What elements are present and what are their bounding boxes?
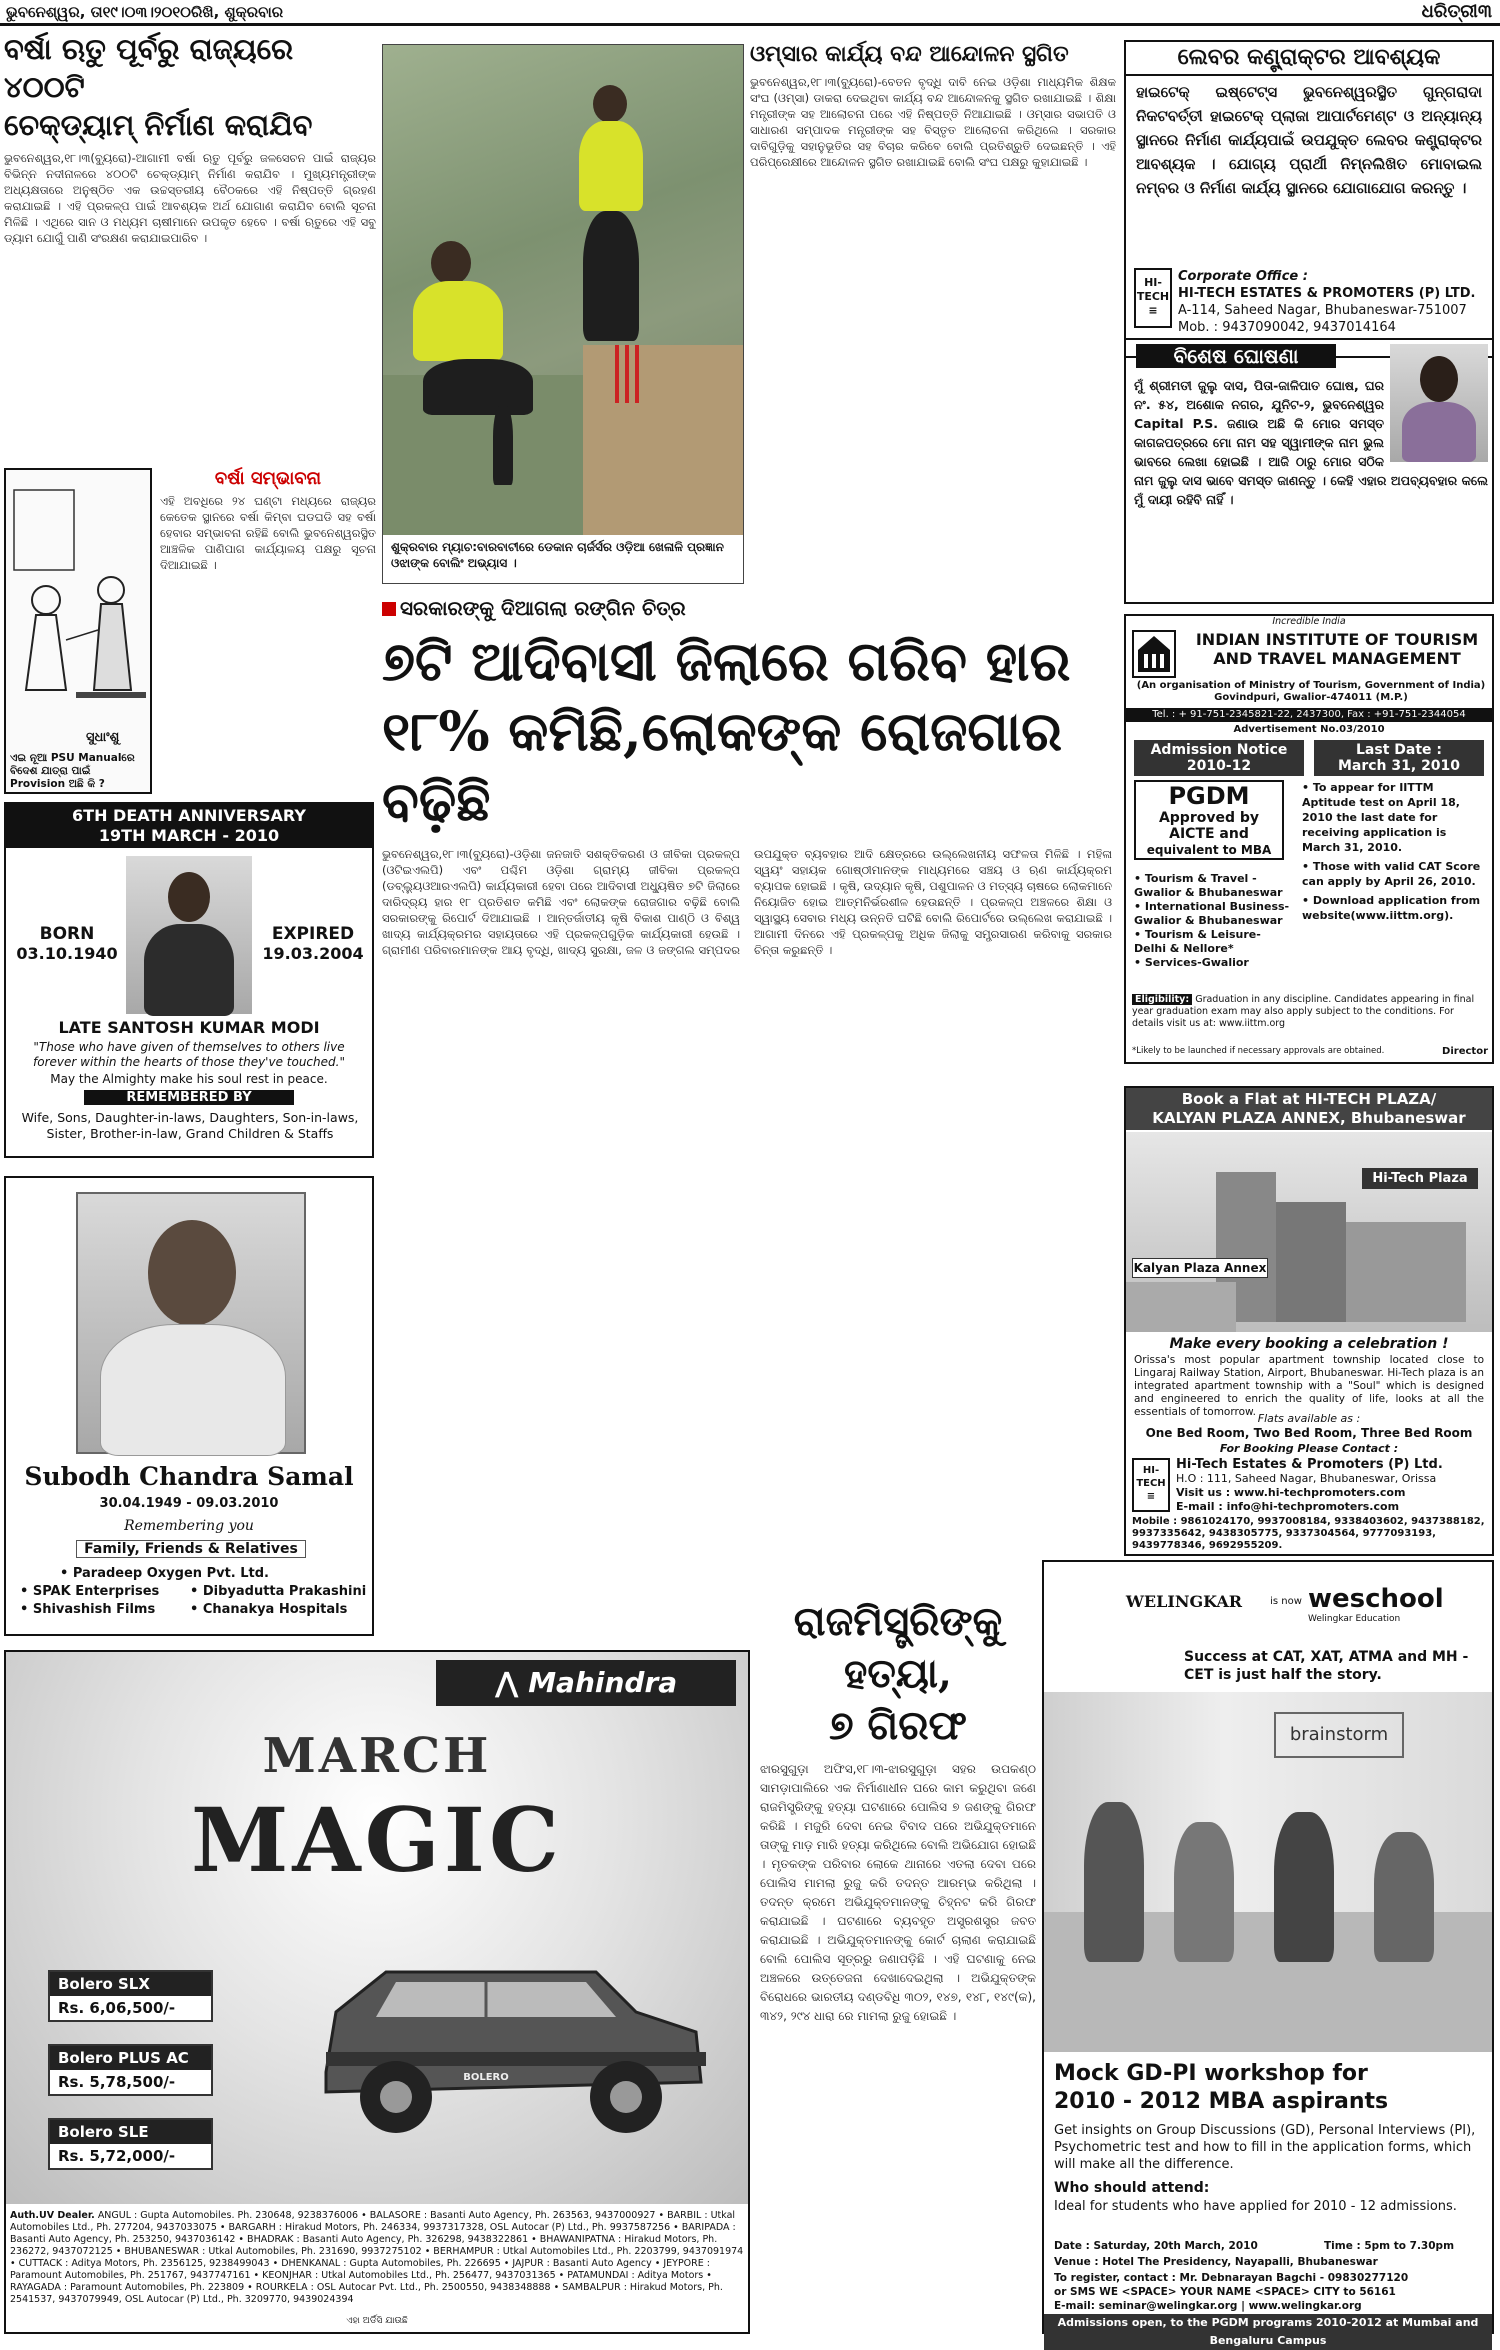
headline: ରାଜମିସ୍ତ୍ରିଙ୍କୁ ହତ୍ୟା,: [793, 1598, 1003, 1697]
label-annex: Kalyan Plaza Annex: [1132, 1258, 1268, 1278]
headline: ଓମ୍‌ସାର କାର୍ଯ୍ୟ ବନ୍ଦ ଆନ୍ଦୋଳନ ସ୍ଥଗିତ: [750, 41, 1069, 67]
mobile: Mob. : 9437090042, 9437014164: [1178, 320, 1396, 335]
ad-title: Book a Flat at HI-TECH PLAZA/: [1181, 1090, 1437, 1108]
footnote: *Likely to be launched if necessary approvals are obtained.: [1132, 1046, 1385, 1056]
section-title: ବର୍ଷା ସମ୍ଭାବନା: [214, 468, 322, 489]
ad-body: ହାଇଟେକ୍ ଇଷ୍ଟେଟ୍‌ସ ଭୁବନେଶ୍ୱରସ୍ଥିତ ଗୁନ୍‌ଗରାଦା ନିକଟବର୍ତ୍ତୀ ହାଇଟେକ୍ ପ୍ଲାଜା ଆପାର୍ଟମେଣ୍ଟ ଓ ଅନ୍ୟାନ୍ୟ ସ୍ଥାନରେ ନିର୍ମାଣ କାର୍ଯ୍ୟପାଇଁ ଉପଯୁକ୍ତ ଲେବର କଣ୍ଟ୍ରାକ୍ଟର ଆବଶ୍ୟକ । ଯୋଗ୍ୟ ପ୍ରାର୍ଥୀ ନିମ୍ନଲିଖିତ ମୋବାଇଲ ନମ୍ବର ଓ ନିର୍ମାଣ କାର୍ଯ୍ୟ ସ୍ଥାନରେ ଯୋଗାଯୋଗ କରନ୍ତୁ ।: [1136, 83, 1482, 197]
rain-forecast-box: [4, 468, 376, 798]
anniversary-date: 19TH MARCH - 2010: [6, 826, 372, 848]
article-body: ଭୁବନେଶ୍ୱର,୧୮।୩(ବ୍ୟୁରୋ)-ବେତନ ବୃଦ୍ଧି ଦାବି ନେଇ ଓଡ଼ିଶା ମାଧ୍ୟମିକ ଶିକ୍ଷକ ସଂଘ (ଓମ୍‌ସା) ଡାକରା ଦେଇଥିବା କାର୍ଯ୍ୟ ବନ୍ଦ ଆନ୍ଦୋଳନକୁ ସ୍ଥଗିତ ରଖାଯାଇଛି । ଶିକ୍ଷା ମନ୍ତ୍ରୀଙ୍କ ସହ ଆଲୋଚନା ପରେ ଏହି ନିଷ୍ପତ୍ତି ନିଆଯାଇଛି । ଓମ୍‌ସାର ସଭାପତି ଓ ସାଧାରଣ ସମ୍ପାଦକ ମନ୍ତ୍ରୀଙ୍କ ସହ ବିସ୍ତୃତ ଆଲୋଚନା କରିଥିଲେ । ସରକାର ଦାବିଗୁଡ଼ିକୁ ସହାନୁଭୂତିର ସହ ବିଚାର କରିବେ ବୋଲି ପ୍ରତିଶ୍ରୁତି ଦେଇଛନ୍ତି । ଏହି ପରିପ୍ରେକ୍ଷୀରେ ଆନ୍ଦୋଳନ ସ୍ଥଗିତ ରଖାଯାଇଛି ବୋଲି ସଂଘ ପକ୍ଷରୁ କୁହାଯାଇଛି ।: [750, 75, 1116, 169]
special-notice: [1124, 338, 1494, 604]
course-item: • International Business-Gwalior & Bhubaneswar: [1134, 900, 1290, 927]
point-item: • To appear for IITTM Aptitude test on April 18, 2010 the last date for receiving application is March 31, 2010.: [1302, 781, 1460, 854]
event-date: Date : Saturday, 20th March, 2010: [1054, 2240, 1258, 2252]
hitech-logo: HI- TECH ≡: [1134, 268, 1172, 328]
description: Orissa's most popular apartment township located close to Lingaraj Railway Station, Airport, Bhubaneswar. Hi-Tech plaza is an integrated apartment township with a "Soul" which is designed and engineered to enrich the quality of life, looks at all the essentials of tomorrow.: [1134, 1354, 1484, 1418]
event-time: Time : 5pm to 7.30pm: [1324, 2240, 1455, 2252]
org-4: • Shivashish Films: [20, 1602, 156, 1617]
org-5: • Chanakya Hospitals: [190, 1602, 348, 1617]
headline: 2010 - 2012 MBA aspirants: [1054, 2089, 1389, 2114]
born-date: 03.10.1940: [16, 944, 118, 963]
ad-title: KALYAN PLAZA ANNEX, Bhubaneswar: [1152, 1109, 1466, 1127]
admission-notice: Admission Notice: [1150, 742, 1288, 758]
cartoon: [4, 468, 152, 794]
who-attend: Ideal for students who have applied for 2010 - 12 admissions.: [1054, 2199, 1457, 2214]
mobile-list: Mobile : 9861024170, 9937008184, 9338403602, 9437388182, 9937335642, 9438305775, 9337304564, 9777093193, 9439778346, 9692955209.: [1132, 1516, 1485, 1551]
label-plaza: Hi-Tech Plaza: [1362, 1168, 1478, 1189]
admission-year: 2010-12: [1186, 758, 1252, 774]
labour-contractor-ad: [1124, 40, 1494, 358]
anniversary-ad: [4, 802, 374, 1158]
article-body: ଭୁବନେଶ୍ୱର,୧୮।୩(ବ୍ୟୁରୋ)-ଆଗାମୀ ବର୍ଷା ଋତୁ ପୂର୍ବରୁ ଜଳସେଚନ ପାଇଁ ରାଜ୍ୟର ବିଭିନ୍ନ ନଦୀନାଳରେ ୪୦୦ଟି ଚେକ୍‌ଡ୍ୟାମ୍ ନିର୍ମାଣ କରାଯିବ । ମୁଖ୍ୟମନ୍ତ୍ରୀଙ୍କ ଅଧ୍ୟକ୍ଷତାରେ ଅନୁଷ୍ଠିତ ଏକ ଉଚ୍ଚସ୍ତରୀୟ ବୈଠକରେ ଏହି ନିଷ୍ପତ୍ତି ଗ୍ରହଣ କରାଯାଇଛି । ଏହି ପ୍ରକଳ୍ପ ପାଇଁ ଆବଶ୍ୟକ ଅର୍ଥ ଯୋଗାଣ କରାଯିବ ବୋଲି ସୂଚନା ମିଳିଛି । ଏଥିରେ ସାନ ଓ ମଧ୍ୟମ ଚାଷୀମାନେ ଉପକୃତ ହେବେ । ବର୍ଷା ଋତୁରେ ଏହି ସବୁ ଡ୍ୟାମ ଯୋଗୁଁ ପାଣି ସଂରକ୍ଷଣ କରାଯାଇପାରିବ ।: [4, 151, 376, 245]
newspaper-logo: ଧରିତ୍ରୀ୩: [1421, 1, 1492, 22]
classroom-photo: [1044, 1692, 1492, 2052]
approval-line: AICTE and: [1169, 826, 1249, 842]
remembered-by-label: REMEMBERED BY: [84, 1090, 294, 1105]
point-item: • Download application from website(www.iittm.org).: [1302, 894, 1481, 922]
register-contact: To register, contact : Mr. Debnarayan Bagchi - 09830277120: [1054, 2272, 1409, 2284]
building-icon: [1134, 632, 1174, 676]
tagline: Make every booking a celebration !: [1169, 1336, 1449, 1352]
cartoonist-signature: ସୁଧାଂଶୁ: [86, 730, 120, 745]
vehicle-badge: BOLERO: [463, 2072, 509, 2083]
contact-label: For Booking Please Contact :: [1219, 1442, 1399, 1455]
family-list: Wife, Sons, Daughter-in-laws, Daughters, Son-in-laws, Sister, Brother-in-law, Grand Children & Staffs: [21, 1110, 359, 1141]
sms-line: or SMS WE <SPACE> YOUR NAME <SPACE> CITY to 56161: [1054, 2286, 1396, 2298]
company-name: Hi-Tech Estates & Promoters (P) Ltd.: [1176, 1457, 1443, 1472]
deceased-name: Subodh Chandra Samal: [24, 1462, 354, 1491]
address: A-114, Saheed Nagar, Bhubaneswar-751007: [1178, 303, 1467, 318]
portrait-photo: [76, 1192, 306, 1454]
price-tag-slx: Bolero SLX Rs. 6,06,500/-: [48, 1970, 213, 2022]
article-body: ଝାରସୁଗୁଡ଼ା ଅଫିସ,୧୮।୩-ଝାରସୁଗୁଡ଼ା ସହର ଉପକଣ୍ଠ ସାମଡ଼ାପାଲିରେ ଏକ ନିର୍ମାଣାଧୀନ ଘରେ କାମ କରୁଥିବା ଜଣେ ରାଜମିସ୍ତ୍ରିଙ୍କୁ ହତ୍ୟା ଘଟଣାରେ ପୋଲିସ ୭ ଜଣଙ୍କୁ ଗିରଫ କରିଛି । ମଜୁରି ଦେବା ନେଇ ବିବାଦ ପରେ ଅଭିଯୁକ୍ତମାନେ ତାଙ୍କୁ ମାଡ଼ ମାରି ହତ୍ୟା କରିଥିଲେ ବୋଲି ଅଭିଯୋଗ ହୋଇଛି । ମୃତକଙ୍କ ପରିବାର ଲୋକେ ଥାନାରେ ଏତଲା ଦେବା ପରେ ପୋଲିସ ମାମଲା ରୁଜୁ କରି ତଦନ୍ତ ଆରମ୍ଭ କରିଥିଲା । ତଦନ୍ତ କ୍ରମେ ଅଭିଯୁକ୍ତମାନଙ୍କୁ ଚିହ୍ନଟ କରି ଗିରଫ କରାଯାଇଛି । ଘଟଣାରେ ବ୍ୟବହୃତ ଅସ୍ତ୍ରଶସ୍ତ୍ର ଜବତ କରାଯାଇଛି । ଅଭିଯୁକ୍ତମାନଙ୍କୁ କୋର୍ଟ ଚାଲାଣ କରାଯାଇଛି ବୋଲି ପୋଲିସ ସୂତ୍ରରୁ ଜଣାପଡ଼ିଛି । ଏହି ଘଟଣାକୁ ନେଇ ଅଞ୍ଚଳରେ ଉତ୍ତେଜନା ଦେଖାଦେଇଥିଲା । ଅଭିଯୁକ୍ତଙ୍କ ବିରୋଧରେ ଭାରତୀୟ ଦଣ୍ଡବିଧି ୩୦୨, ୧୪୭, ୧୪୮, ୧୪୯(କ), ୩୪୨, ୨୯୪ ଧାରା ରେ ମାମଲା ରୁଜୁ ହୋଇଛି ।: [760, 1762, 1036, 2023]
expired-label: EXPIRED: [271, 924, 355, 944]
weschool-logo: weschool: [1308, 1584, 1444, 1614]
course-item: • Tourism & Travel -Gwalior & Bhubaneswar: [1134, 872, 1283, 899]
points-list: [1302, 780, 1488, 923]
story-omsar: [750, 40, 1116, 588]
masthead: [0, 0, 1500, 26]
price-tag-sle: Bolero SLE Rs. 5,72,000/-: [48, 2118, 213, 2170]
article-body: ଏହି ଅବଧିରେ ୨୪ ଘଣ୍ଟା ମଧ୍ୟରେ ରାଜ୍ୟର କେତେକ ସ୍ଥାନରେ ବର୍ଷା କିମ୍ବା ଘଡଘଡି ସହ ବର୍ଷା ହେବାର ସମ୍ଭାବନା ରହିଛି ବୋଲି ଭୁବନେଶ୍ୱରସ୍ଥିତ ଆଞ୍ଚଳିକ ପାଣିପାଗ କାର୍ଯ୍ୟାଳୟ ପକ୍ଷରୁ ସୂଚନା ଦିଆଯାଇଛି ।: [160, 494, 376, 572]
course-list: [1134, 872, 1294, 970]
headline: ୭ଟି ଆଦିବାସୀ ଜିଲାରେ ଗରିବ ହାର: [382, 629, 1071, 693]
program-name: PGDM: [1168, 782, 1250, 810]
portrait-photo: [126, 856, 252, 1014]
admissions-footer: Admissions open, to the PGDM programs 2010-2012 at Mumbai and Bengaluru Campus: [1044, 2314, 1492, 2350]
ad-footer: ଏହା ଅର୍ଡିସି ଯାଉଛି: [346, 2316, 408, 2326]
iittm-ad: [1124, 614, 1494, 1064]
office-label: Corporate Office :: [1178, 269, 1308, 284]
eligibility: Eligibility: Graduation in any discipline. Candidates appearing in final year graduation exam may also apply subject to the conditions. For details visit us at: www.iittm.org: [1132, 994, 1475, 1029]
last-date-label: Last Date :: [1356, 742, 1442, 758]
story-cheque-dam: [4, 30, 376, 464]
expired-date: 19.03.2004: [262, 944, 364, 963]
institute-name: INDIAN INSTITUTE OF TOURISM: [1195, 630, 1479, 649]
address: H.O : 111, Saheed Nagar, Bhubaneswar, Orissa: [1176, 1472, 1437, 1485]
notice-body: ମୁଁ ଶ୍ରୀମତୀ ଜୁଲୁ ଦାସ, ପିତା-ଜାଳିପାତ ଘୋଷ, ଘର ନଂ. ୫୪, ଅଶୋକ ନଗର, ଯୁନିଟ-୨, ଭୁବନେଶ୍ୱର Capital P.S. ଜଣାଉ ଅଛି କି ମୋର ସମସ୍ତ କାଗଜପତ୍ରରେ ମୋ ନାମ ସହ ସ୍ୱାମୀଙ୍କ ନାମ ଭୁଲ ଭାବରେ ଲେଖା ହୋଇଛି । ଆଜି ଠାରୁ ମୋର ସଠିକ ନାମ ଜୁଲୁ ଦାସ ଭାବେ ସମସ୍ତ ଜାଣନ୍ତୁ । କେହି ଏହାର ଅପବ୍ୟବହାର କଲେ ମୁଁ ଦାୟୀ ରହିବି ନାହିଁ ।: [1134, 378, 1488, 507]
life-dates: 30.04.1949 - 09.03.2010: [99, 1496, 279, 1511]
institute-name: AND TRAVEL MANAGEMENT: [1213, 649, 1461, 668]
institute-address: Govindpuri, Gwalior-474011 (M.P.): [1214, 692, 1408, 703]
headline: ଚେକ୍‌ଡ୍ୟାମ୍ ନିର୍ମାଣ କରାଯିବ: [4, 108, 313, 142]
headline: ୭ ଗିରଫ: [829, 1702, 967, 1749]
email: E-mail : info@hi-techpromoters.com: [1176, 1500, 1400, 1513]
dealer-list: Auth.UV Dealer. ANGUL : Gupta Automobiles. Ph. 230648, 9238376006 • BALASORE : Basanti Auto Agency, Ph. 263563, 9437000927 • BARBIL : Utkal Automobiles Ltd., Ph. 277204, 9437033075 • BARGARH : Hirakud Motors, Ph. 246334, 9937317328, OSL Autocar (P) Ltd., Ph. 9937587256 • BARIPADA : Basanti Auto Agency, Ph. 253250, 9437036142 • BHADRAK : Basanti Auto Agency, Ph. 326298, 9438322861 • BHAWANIPATNA : Hirakud Motors, Ph. 236272, 9437072125 • BHUBANESWAR : Utkal Automobiles, Ph. 231690, 9937275102 • BERHAMPUR : Utkal Automobiles Ltd., Ph. 2203799, 9437091974 • CUTTACK : Aditya Motors, Ph. 2356125, 9238499043 • DHENKANAL : Gupta Automobiles, Ph. 226695 • JAJPUR : Basanti Auto Agency • JEYPORE : Paramount Automobiles, Ph. 251767, 9437747161 • KEONJHAR : Utkal Automobiles Ltd., Ph. 256477, 9437031365 • PATAMUNDAI : Aditya Motors • RAYAGADA : Paramount Automobiles, Ph. 223809 • ROURKELA : OSL Autocar Pvt. Ltd., Ph. 2500550, 9438348888 • SAMBALPUR : Hirakud Motors, Ph. 2541537, 9437079949, OSL Autocar (P) Ltd., Ph. 3209770, 9439024394: [10, 2210, 744, 2305]
ad-title: ଲେବର କଣ୍ଟ୍ରାକ୍ଟର ଆବଶ୍ୟକ: [1126, 42, 1492, 76]
remembering-line: Remembering you: [124, 1518, 254, 1534]
wall-word: brainstorm: [1274, 1712, 1404, 1758]
cartoon-caption: ଏଇ ନୂଆ PSU Manualରେ ବିଦେଶ ଯାତ୍ରା ପାଇଁ Provision ଅଛି କି ?: [10, 752, 135, 790]
cartoon-illustration: [6, 470, 150, 720]
course-item: • Services-Gwalior: [1134, 956, 1249, 969]
born-label: BORN: [39, 924, 95, 944]
event-venue: Venue : Hotel The Presidency, Nayapalli, Bhubaneswar: [1054, 2256, 1378, 2268]
deceased-name: LATE SANTOSH KUMAR MODI: [58, 1018, 320, 1037]
company-name: HI-TECH ESTATES & PROMOTERS (P) LTD.: [1178, 286, 1476, 301]
last-date: March 31, 2010: [1337, 758, 1461, 774]
dateline: ଭୁବନେଶ୍ୱର, ତା୧୯।୦୩।୨୦୧୦ରିଖି, ଶୁକ୍ରବାର: [6, 3, 284, 21]
org-3: • Dibyadutta Prakashini: [190, 1584, 367, 1599]
anniversary-title: 6TH DEATH ANNIVERSARY: [6, 804, 372, 826]
story-tribal: [382, 596, 1112, 1596]
course-item: • Tourism & Leisure- Delhi & Nellore*: [1134, 928, 1261, 955]
approval-line: equivalent to MBA: [1146, 843, 1272, 857]
iittm-logo: [1132, 630, 1176, 678]
point-item: • Those with valid CAT Score can apply by April 26, 2010.: [1302, 860, 1481, 888]
hitech-logo: HI- TECH ≡: [1132, 1458, 1170, 1512]
website: Visit us : www.hi-techpromoters.com: [1176, 1486, 1406, 1499]
mahindra-logo: ⋀ Mahindra: [436, 1660, 736, 1706]
family-line: Family, Friends & Relatives: [76, 1540, 306, 1558]
brand-line: Incredible India: [1272, 616, 1346, 627]
mahindra-ad: [4, 1650, 750, 2334]
advertisement-number: Advertisement No.03/2010: [1233, 724, 1385, 735]
flats: One Bed Room, Two Bed Room, Three Bed Room: [1145, 1426, 1473, 1440]
hitech-plaza-ad: [1124, 1086, 1494, 1556]
suv-illustration: [296, 1932, 716, 2152]
institute-tel: Tel. : + 91-751-2345821-22, 2437300, Fax : +91-751-2344054: [1126, 708, 1492, 722]
prayer-line: May the Almighty make his soul rest in peace.: [50, 1072, 328, 1086]
ad-title: MAGIC: [190, 1788, 564, 1892]
memorial-quote: "Those who have given of themselves to others live forever within the hearts of those they've touched.": [33, 1040, 345, 1069]
building-rendering: [1126, 1132, 1492, 1332]
email-line: E-mail: seminar@welingkar.org | www.welingkar.org: [1054, 2300, 1362, 2312]
headline: ବର୍ଷା ଋତୁ ପୂର୍ବରୁ ରାଜ୍ୟରେ ୪୦୦ଟି: [4, 32, 294, 104]
brand-icon: ⋀: [494, 1666, 519, 1699]
weschool-sub: Welingkar Education: [1308, 1614, 1401, 1624]
tagline: Success at CAT, XAT, ATMA and MH - CET is just half the story.: [1184, 1649, 1469, 1683]
obituary-ad: [4, 1176, 374, 1636]
cricket-photo: [382, 44, 744, 584]
photo-caption: ଶୁକ୍ରବାର ମ୍ୟାଚ:ବାରବାଟୀରେ ଡେକାନ ଚାର୍ଜର୍ସର ଓଡ଼ିଆ ଖେଳାଳି ପ୍ରଜ୍ଞାନ ଓଝାଙ୍କ ବୋଲିଂ ଅଭ୍ୟାସ ।: [391, 540, 724, 570]
welingkar-ad: [1042, 1560, 1494, 2347]
headline: ୧୮% କମିଛି,ଲୋକଙ୍କ ରୋଜଗାର ବଢ଼ିଛି: [382, 699, 1063, 833]
institute-sub: (An organisation of Ministry of Tourism, Government of India): [1136, 680, 1486, 691]
description: Get insights on Group Discussions (GD), Personal Interviews (PI), Psychometric test and how to fill in the application forms, which will make all the difference.: [1054, 2123, 1476, 2172]
vehicle-image: [296, 1932, 716, 2152]
approval-line: Approved by: [1158, 810, 1260, 826]
is-now: is now: [1270, 1596, 1302, 1607]
org-2: • SPAK Enterprises: [20, 1584, 160, 1599]
who-title: Who should attend:: [1054, 2180, 1210, 2196]
flats-label: Flats available as :: [1257, 1412, 1361, 1425]
rain-forecast: [160, 468, 376, 794]
article-body: ଭୁବନେଶ୍ୱର,୧୮।୩(ବ୍ୟୁରୋ)-ଓଡ଼ିଶା ଜନଜାତି ସଶକ୍ତିକରଣ ଓ ଜୀବିକା ପ୍ରକଳ୍ପ (ଓଟିଇଏଲପି) ଏବଂ ପଶ୍ଚିମ ଓଡ଼ିଶା ଗ୍ରାମ୍ୟ ଜୀବିକା ପ୍ରକଳ୍ପ (ଡବ୍ଲ୍ୟୁଓଆରଏଲପି) କାର୍ଯ୍ୟକାରୀ ହେବା ପରେ ଆଦିବାସୀ ଅଧ୍ୟୁଷିତ ୭ଟି ଜିଲାରେ ଦାରିଦ୍ର୍ୟ ହାର ୧୮ ପ୍ରତିଶତ କମିଛି ଏବଂ ଲୋକଙ୍କ ରୋଜଗାର ବଢ଼ିଛି ବୋଲି ସରକାରଙ୍କୁ ରିପୋର୍ଟ ଦିଆଯାଇଛି । ଆନ୍ତର୍ଜାତୀୟ କୃଷି ବିକାଶ ପାଣ୍ଠି ଓ ବିଶ୍ୱ ଖାଦ୍ୟ କାର୍ଯ୍ୟକ୍ରମର ସହାୟତାରେ ଏହି ପ୍ରକଳ୍ପଗୁଡ଼ିକ କାର୍ଯ୍ୟକାରୀ ହେଉଛି । ଗ୍ରାମୀଣ ପରିବାରମାନଙ୍କ ଆୟ ବୃଦ୍ଧି, ଖାଦ୍ୟ ସୁରକ୍ଷା, ଜଳ ଓ ଜଙ୍ଗଲ ସମ୍ପଦର ଉପଯୁକ୍ତ ବ୍ୟବହାର ଆଦି କ୍ଷେତ୍ରରେ ଉଲ୍ଲେଖନୀୟ ସଫଳତା ମିଳିଛି । ମହିଳା ସ୍ୱୟଂ ସହାୟକ ଗୋଷ୍ଠୀମାନଙ୍କ ମାଧ୍ୟମରେ ସଞ୍ଚୟ ଓ ଋଣ କାର୍ଯ୍ୟକ୍ରମ ବ୍ୟାପକ ହୋଇଛି । କୃଷି, ଉଦ୍ୟାନ କୃଷି, ପଶୁପାଳନ ଓ ମତ୍ସ୍ୟ ଚାଷରେ ଲୋକମାନେ ନିୟୋଜିତ ହୋଇ ଆତ୍ମନିର୍ଭରଶୀଳ ହେଉଛନ୍ତି । ପ୍ରକଳ୍ପ ଅଞ୍ଚଳରେ ଶିକ୍ଷା ଓ ସ୍ୱାସ୍ଥ୍ୟ ସେବାର ମଧ୍ୟ ଉନ୍ନତି ଘଟିଛି ବୋଲି ରିପୋର୍ଟରେ ଉଲ୍ଲେଖ କରାଯାଇଛି । ଆଗାମୀ ଦିନରେ ଏହି ପ୍ରକଳ୍ପକୁ ଅଧିକ ଜିଲାକୁ ସମ୍ପ୍ରସାରଣ କରିବାକୁ ସରକାର ଚିନ୍ତା କରୁଛନ୍ତି ।: [382, 847, 1112, 957]
price-tag-plus-ac: Bolero PLUS AC Rs. 5,78,500/-: [48, 2044, 213, 2096]
org-1: • Paradeep Oxygen Pvt. Ltd.: [60, 1566, 269, 1581]
story-mason: [760, 1596, 1036, 2334]
notice-title: ବିଶେଷ ଘୋଷଣା: [1136, 344, 1336, 368]
photo-image: [383, 45, 743, 535]
kicker: ସରକାରଙ୍କୁ ଦିଆଗଲା ରଙ୍ଗିନ ଚିତ୍ର: [382, 596, 1112, 620]
headline: Mock GD-PI workshop for: [1054, 2061, 1368, 2086]
welingkar-logo: WELINGKAR: [1125, 1592, 1243, 1611]
ad-title: MARCH: [262, 1728, 492, 1784]
director-signature: Director: [1442, 1046, 1488, 1057]
